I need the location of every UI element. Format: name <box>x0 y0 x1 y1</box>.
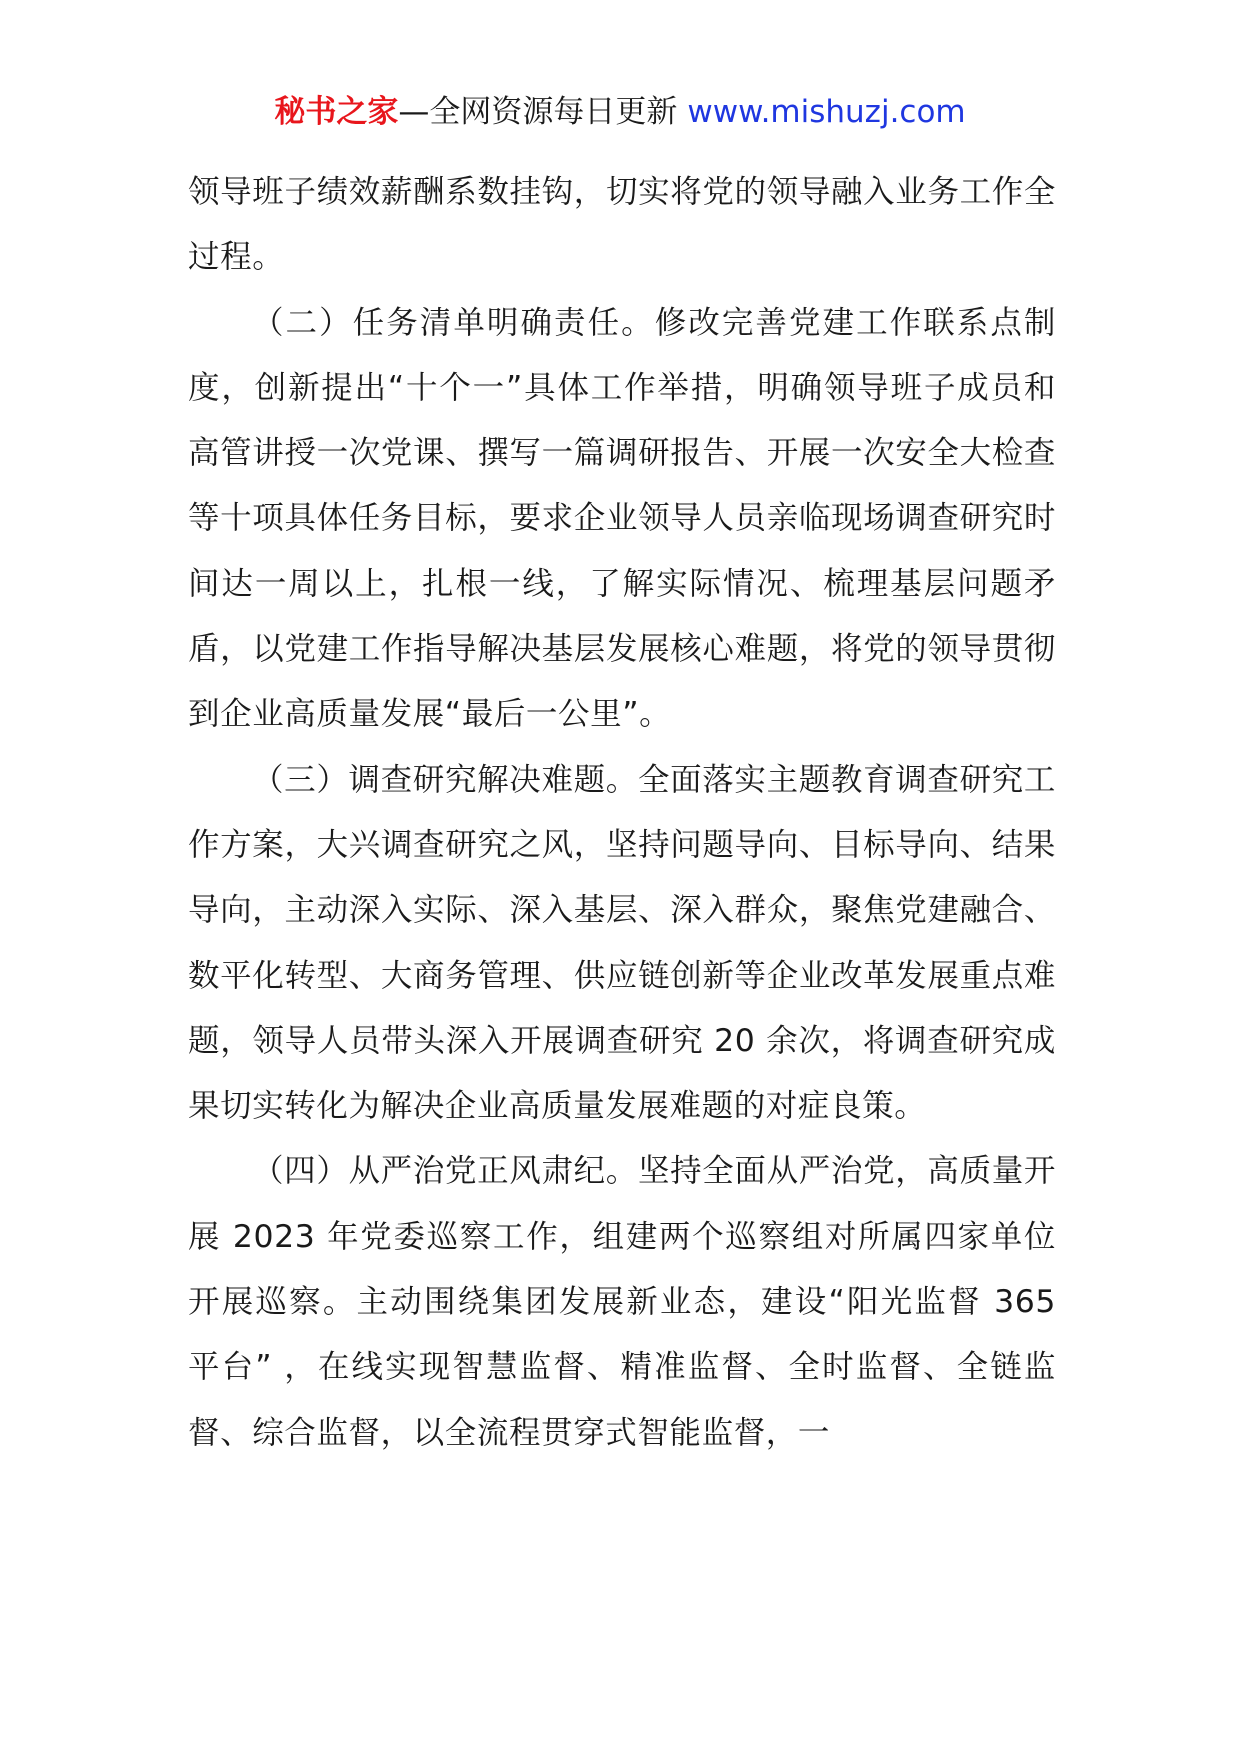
paragraph-continuation: 领导班子绩效薪酬系数挂钩，切实将党的领导融入业务工作全过程。 <box>188 174 1056 276</box>
document-body <box>188 160 1056 1466</box>
site-url-link[interactable]: www.mishuzj.com <box>687 94 966 130</box>
site-brand: 秘书之家 <box>274 94 399 130</box>
site-slogan: —全网资源每日更新 <box>398 94 678 130</box>
paragraph-task-list: （二）任务清单明确责任。修改完善党建工作联系点制度，创新提出“十个一”具体工作举措，明确领导班子成员和高管讲授一次党课、撰写一篇调研报告、开展一次安全大检查等十项具体任务目标，要求企业领导人员亲临现场调查研究时间达一周以上，扎根一线，了解实际情况、梳理基层问题矛盾，以党建工作指导解决基层发展核心难题，将党的领导贯彻到企业高质量发展“最后一公里”。 <box>188 304 1056 733</box>
site-header <box>0 92 1240 132</box>
paragraph-research: （三）调查研究解决难题。全面落实主题教育调查研究工作方案，大兴调查研究之风，坚持问题导向、目标导向、结果导向，主动深入实际、深入基层、深入群众，聚焦党建融合、数平化转型、大商务管理、供应链创新等企业改革发展重点难题，领导人员带头深入开展调查研究 20 余次，将调查研究成果切实转化为解决企业高质量发展难题的对症良策。 <box>188 761 1056 1125</box>
paragraph-discipline: （四）从严治党正风肃纪。坚持全面从严治党，高质量开展 2023 年党委巡察工作，组建两个巡察组对所属四家单位开展巡察。主动围绕集团发展新业态，建设“阳光监督 365 平台” ，在线实现智慧监督、精准监督、全时监督、全链监督、综合监督，以全流程贯穿式智能监督，一 <box>188 1153 1056 1451</box>
